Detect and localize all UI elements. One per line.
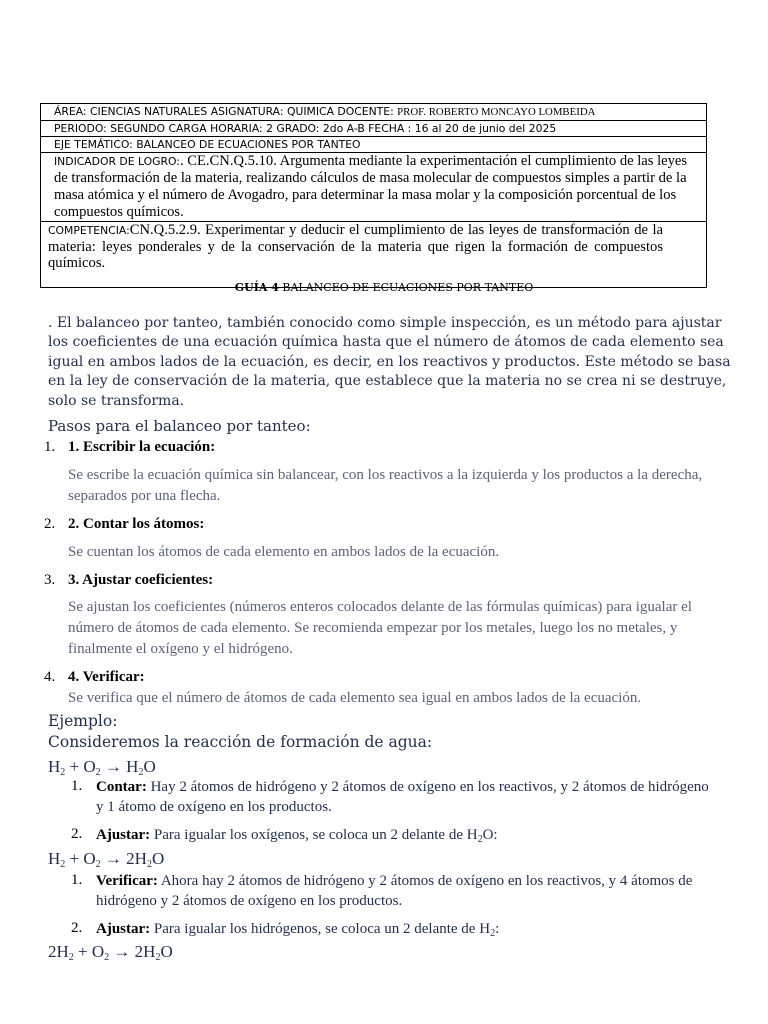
substep-text: Ajustar: Para igualar los oxígenos, se coloca un 2 delante de $H_2O$: bbox=[96, 827, 498, 845]
indicador-text: . CE.CN.Q.5.10. Argumenta mediante la experimentación el cumplimiento de las leyes de transformación de la materia, realizando cálculos de masa molecular de compuestos simples a partir de la masa atómica y el número de Avogadro, para determinar la masa molar y la composición porcentual de los compuestos químicos. bbox=[54, 153, 688, 220]
step-text: Se escribe la ecuación química sin balancear, con los reactivos a la izquierda y los productos a la derecha, separados por una flecha. bbox=[68, 467, 703, 504]
step-heading: 3. Ajustar coeficientes: bbox=[68, 572, 214, 588]
header-row-periodo bbox=[41, 121, 707, 137]
competencia-label: COMPETENCIA: bbox=[48, 224, 130, 237]
step-heading: 1. Escribir la ecuación: bbox=[68, 439, 216, 455]
step-number: 1. bbox=[44, 439, 56, 455]
eje-tematico-text: EJE TEMÁTICO: BALANCEO DE ECUACIONES POR TANTEO bbox=[41, 137, 707, 153]
substep-number: 1. bbox=[71, 872, 83, 888]
equation-step2: $H_2 + O_2 \to 2H_2O$ bbox=[48, 849, 165, 870]
docente-value: PROF. ROBERTO MONCAYO LOMBEIDA bbox=[397, 106, 596, 118]
step-text: Se cuentan los átomos de cada elemento en ambos lados de la ecuación. bbox=[68, 544, 500, 560]
header-row-eje bbox=[41, 137, 707, 153]
steps-title: Pasos para el balanceo por tanteo: bbox=[48, 417, 311, 435]
substep-number: 2. bbox=[71, 826, 83, 842]
substep-text: Ajustar: Para igualar los hidrógenos, se coloca un 2 delante de $H_2$: bbox=[96, 921, 500, 939]
header-row-competencia bbox=[41, 222, 707, 288]
equation-unbalanced: $H_2 + O_2 \to H_2O$ bbox=[48, 757, 156, 778]
substep-text: Verificar: Ahora hay 2 átomos de hidrógeno y 2 átomos de oxígeno en los reactivos, y 4 átomos de hidrógeno y 2 átomos de oxígeno en los productos. bbox=[96, 873, 693, 909]
substep-number: 1. bbox=[71, 778, 83, 794]
example-label: Ejemplo: bbox=[48, 712, 118, 730]
step-number: 3. bbox=[44, 572, 56, 588]
asignatura-value: QUIMICA bbox=[286, 105, 334, 118]
area-label: ÁREA: bbox=[54, 105, 87, 118]
step-number: 2. bbox=[44, 516, 56, 532]
guide-number: GUÍA 4 bbox=[234, 281, 279, 294]
header-row-area bbox=[41, 104, 707, 121]
periodo-text: PERIODO: SEGUNDO CARGA HORARIA: 2 GRADO: 2do A-B FECHA : 16 al 20 de junio del 2025 bbox=[41, 121, 707, 137]
step-number: 4. bbox=[44, 669, 56, 685]
example-intro: Consideremos la reacción de formación de agua: bbox=[48, 733, 433, 751]
step-heading: 4. Verificar: bbox=[68, 669, 145, 685]
step-text: Se verifica que el número de átomos de cada elemento sea igual en ambos lados de la ecuación. bbox=[68, 690, 642, 706]
substep-number: 2. bbox=[71, 920, 83, 936]
area-value: CIENCIAS NATURALES bbox=[89, 105, 208, 118]
competencia-text: CN.Q.5.2.9. Experimentar y deducir el cumplimiento de las leyes de transformación de la materia: leyes ponderales y de la conservación de la materia que rigen la formación de compuestos químicos. bbox=[48, 222, 663, 271]
indicador-label: INDICADOR DE LOGRO: bbox=[54, 155, 180, 168]
step-text: Se ajustan los coeficientes (números enteros colocados delante de las fórmulas químicas) para igualar el número de átomos de cada elemento. Se recomienda empezar por los metales, luego los no metales, y finalmente el oxígeno y el hidrógeno. bbox=[68, 599, 692, 657]
substep-text: Contar: Hay 2 átomos de hidrógeno y 2 átomos de oxígeno en los reactivos, y 2 átomos de hidrógeno y 1 átomo de oxígeno en los productos. bbox=[96, 779, 709, 815]
docente-label: DOCENTE: bbox=[337, 105, 394, 118]
header-row-indicador bbox=[41, 153, 707, 222]
guide-title bbox=[0, 281, 768, 294]
header-table bbox=[40, 103, 707, 288]
asignatura-label: ASIGNATURA: bbox=[210, 105, 284, 118]
guide-topic: BALANCEO DE ECUACIONES POR TANTEO bbox=[278, 281, 534, 294]
intro-paragraph: . El balanceo por tanteo, también conocido como simple inspección, es un método para ajustar los coeficientes de una ecuación química hasta que el número de átomos de cada elemento sea igual en ambos lados de la ecuación, es decir, en los reactivos y productos. Este método se basa en la ley de conservación de la materia, que establece que la materia no se crea ni se destruye, solo se transforma. bbox=[48, 315, 731, 409]
equation-balanced: $2H_2 + O_2 \to 2H_2O$ bbox=[48, 942, 173, 963]
step-heading: 2. Contar los átomos: bbox=[68, 516, 205, 532]
